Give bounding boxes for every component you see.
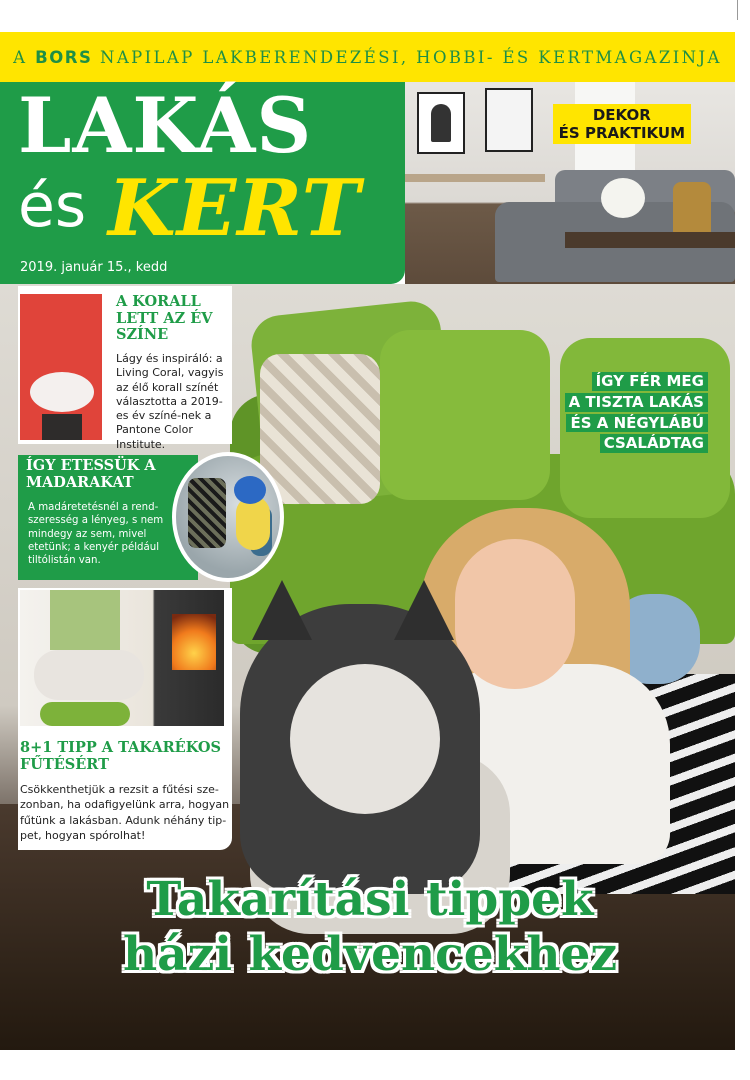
woman-face <box>455 539 575 689</box>
bird-body <box>236 496 270 550</box>
story-text: A madáretetésnél a rend-szeresség a lényeg, s nem mindegy az sem, mivel etetünk; a kenyér például tiltólistán van. <box>28 502 164 566</box>
green-cushion <box>380 330 550 500</box>
page-edge-rule <box>737 0 738 20</box>
cover-headline[interactable] <box>20 872 720 983</box>
decor-badge-line1: DEKOR <box>592 106 651 124</box>
decor-photo <box>405 82 735 300</box>
story-heating[interactable] <box>18 588 232 850</box>
bird-photo <box>172 452 284 582</box>
masthead <box>0 82 405 284</box>
green-floor-pillow <box>40 702 130 726</box>
bird-feeder <box>188 478 226 548</box>
headline-line2: házi kedvencekhez <box>122 927 618 983</box>
pet-label-line1: ÍGY FÉR MEG <box>592 372 708 391</box>
wall-frame-print <box>485 88 533 152</box>
pet-story-label[interactable] <box>565 372 708 455</box>
reading-woman <box>34 650 144 700</box>
story-title: 8+1 TIPP A TAKARÉKOS FŰTÉSÉRT <box>20 739 222 773</box>
tagline-prefix: A <box>13 47 36 67</box>
story-coral[interactable] <box>18 286 232 451</box>
curtain <box>50 590 120 650</box>
logo-lakas: LAKÁS <box>18 81 313 170</box>
lantern <box>673 182 711 238</box>
coffee-table <box>565 232 735 248</box>
story-birds[interactable] <box>18 455 198 580</box>
tagline <box>13 48 722 67</box>
issue-date: 2019. január 15., kedd <box>20 260 168 275</box>
fire <box>172 614 216 670</box>
bird-head <box>234 476 266 504</box>
pet-label-line2: A TISZTA LAKÁS <box>565 393 708 412</box>
story-text: Lágy és inspiráló: a Living Coral, vagyis az élő korall színét választotta a 2019-es év színé-nek a Pantone Color Institute. <box>116 352 224 451</box>
decor-badge <box>553 104 691 144</box>
headline-line1: Takarítási tippek <box>146 872 594 927</box>
story-title: ÍGY ETESSÜK A MADARAKAT <box>26 457 156 492</box>
decor-badge-line2: ÉS PRAKTIKUM <box>558 124 685 142</box>
dog-ear <box>252 580 312 640</box>
story-title: A KORALL LETT AZ ÉV SZÍNE <box>116 293 213 344</box>
tagline-suffix: NAPILAP LAKBERENDEZÉSI, HOBBI- ÉS KERTMAGAZINJA <box>92 47 722 67</box>
logo-kert: KERT <box>108 163 361 254</box>
top-strip <box>0 32 735 82</box>
dog-face <box>290 664 440 814</box>
tagline-brand: BORS <box>35 47 93 67</box>
logo-es: és <box>18 171 87 241</box>
patterned-pillow <box>260 354 380 504</box>
wall-frame-portrait <box>417 92 465 154</box>
story-text: Csökkenthetjük a rezsit a fűtési sze-zonban, ha odafigyelünk arra, hogyan fűtünk a lakásban. Adunk néhány tip-pet, hogyan spórolhat! <box>20 783 230 843</box>
fireplace-photo <box>20 590 224 726</box>
flower-vase <box>601 178 645 218</box>
desk <box>405 174 545 182</box>
pet-label-line4: CSALÁDTAG <box>600 434 708 453</box>
pet-label-line3: ÉS A NÉGYLÁBÚ <box>566 414 708 433</box>
coral-flower-photo <box>20 294 102 440</box>
dog-ear <box>394 580 454 640</box>
